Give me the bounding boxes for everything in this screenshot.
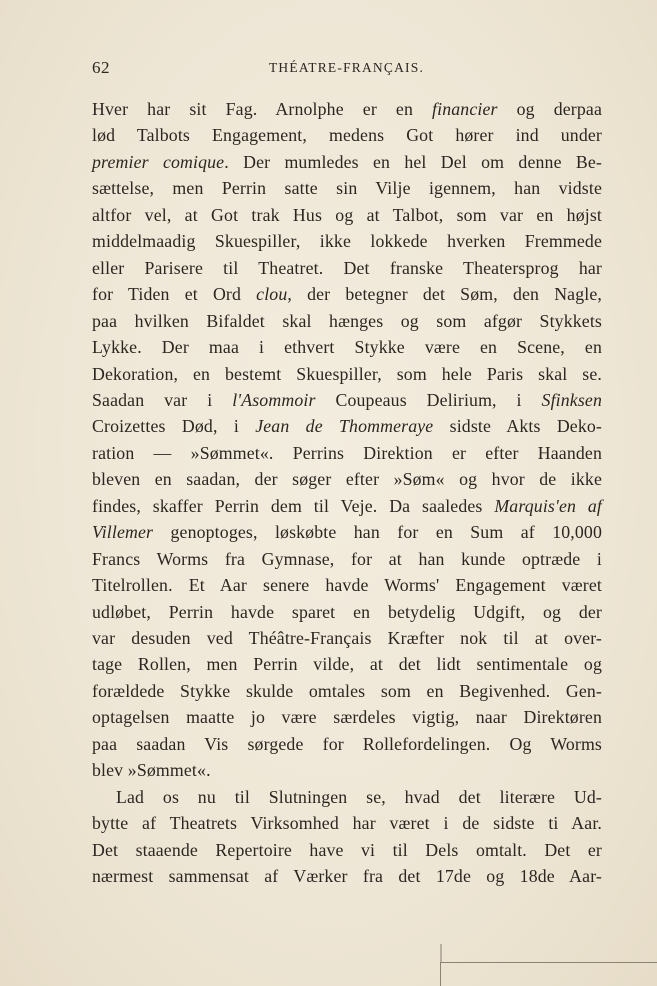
italic-text: Sfinksen: [541, 389, 603, 410]
text-segment: findes, skaffer Perrin dem til Veje. Da saaledes: [92, 495, 495, 516]
text-line: [116, 784, 602, 810]
text-segment: , der betegner det Søm, den Nagle,: [287, 284, 602, 305]
text-line: [92, 413, 602, 439]
text-line: [92, 255, 602, 281]
text-segment: eller Parisere til Theatret. Det franske Theatersprog har: [92, 257, 602, 278]
text-line: [92, 361, 602, 387]
text-segment: Lykke. Der maa i ethvert Stykke være en Scene, en: [92, 337, 602, 358]
text-segment: middelmaadig Skuespiller, ikke lokkede hverken Fremmede: [92, 231, 602, 252]
text-line: [92, 466, 602, 492]
text-line: [92, 731, 602, 757]
text-line: [92, 387, 602, 413]
text-segment: bytte af Theatrets Virksomhed har været i de sidste ti Aar.: [92, 813, 602, 834]
text-segment: altfor vel, at Got trak Hus og at Talbot, som var en højst: [92, 204, 602, 225]
text-line: [92, 202, 602, 228]
text-line: [92, 810, 602, 836]
text-segment: var desuden ved Théâtre-Français Kræfter nok til at over-: [92, 628, 602, 648]
italic-text: premier comique: [92, 151, 225, 172]
text-line: [92, 678, 602, 704]
text-line: [92, 546, 602, 572]
text-line: [92, 519, 602, 545]
italic-text: Villemer: [92, 522, 154, 543]
text-segment: for Tiden et Ord: [92, 284, 257, 305]
text-line: [92, 651, 602, 677]
text-segment: Croizettes Død, i: [92, 416, 256, 437]
text-segment: Lad os nu til Slutningen se, hvad det literære Ud-: [116, 786, 602, 807]
text-segment: Titelrollen. Et Aar senere havde Worms' Engagement været: [92, 575, 602, 596]
scan-corner-mark: [440, 962, 657, 986]
scan-edge-mark: [440, 944, 442, 962]
italic-text: financier: [432, 99, 498, 119]
text-line: [92, 149, 602, 175]
text-segment: Francs Worms fra Gymnase, for at han kunde optræde i: [92, 548, 602, 569]
text-segment: Coupeaus Delirium, i: [315, 389, 542, 410]
text-line: [92, 440, 602, 466]
page-number: 62: [92, 58, 110, 77]
text-line: [92, 308, 602, 334]
text-segment: optagelsen maatte jo være særdeles vigtig, naar Direktøren: [92, 707, 602, 728]
text-segment: tage Rollen, men Perrin vilde, at det lidt sentimentale og: [92, 654, 602, 675]
italic-text: Jean de Thommeraye: [255, 416, 434, 437]
text-segment: lød Talbots Engagement, medens Got hører ind under: [92, 125, 602, 146]
text-segment: genoptoges, løskøbte han for en Sum af 10,000: [153, 522, 602, 543]
text-segment: paa hvilken Bifaldet skal hænges og som afgør Stykkets: [92, 310, 602, 331]
text-segment: Saadan var i: [92, 389, 233, 410]
text-line: [92, 599, 602, 625]
text-segment: nærmest sammensat af Værker fra det 17de og 18de Aar-: [92, 866, 602, 887]
text-segment: Det staaende Repertoire have vi til Dels omtalt. Det er: [92, 839, 602, 860]
text-segment: og derpaa: [497, 99, 602, 119]
text-line: [92, 704, 602, 730]
text-line: [92, 334, 602, 360]
text-segment: Hver har sit Fag. Arnolphe er en: [92, 99, 433, 119]
text-segment: sidste Akts Deko-: [433, 416, 603, 437]
text-line: [92, 572, 602, 598]
text-segment: ration — »Sømmet«. Perrins Direktion er efter Haanden: [92, 442, 602, 463]
italic-text: Marquis'en af: [494, 495, 602, 516]
text-line: [92, 96, 602, 122]
text-line: [92, 122, 602, 148]
text-segment: Dekoration, en bestemt Skuespiller, som hele Paris skal se.: [92, 363, 602, 384]
text-segment: . Der mumledes en hel Del om denne Be-: [224, 151, 602, 172]
text-line: [92, 625, 602, 651]
text-line: [92, 175, 602, 201]
italic-text: l'Asommoir: [232, 389, 316, 410]
text-segment: paa saadan Vis sørgede for Rollefordelingen. Og Worms: [92, 733, 602, 754]
text-segment: sættelse, men Perrin satte sin Vilje igennem, han vidste: [92, 178, 602, 199]
text-line: [92, 837, 602, 863]
text-line: [92, 281, 602, 307]
text-segment: forældede Stykke skulde omtales som en Begivenhed. Gen-: [92, 680, 602, 701]
text-segment: bleven en saadan, der søger efter »Søm« og hvor de ikke: [92, 469, 602, 490]
running-title: THÉATRE-FRANÇAIS.: [268, 60, 425, 75]
text-segment: udløbet, Perrin havde sparet en betydelig Udgift, og der: [92, 601, 602, 622]
text-line: [92, 493, 602, 519]
text-line: [92, 863, 602, 889]
text-line: [92, 228, 602, 254]
text-line: [92, 757, 602, 783]
italic-text: clou: [256, 284, 288, 305]
text-segment: blev »Sømmet«.: [92, 760, 211, 781]
